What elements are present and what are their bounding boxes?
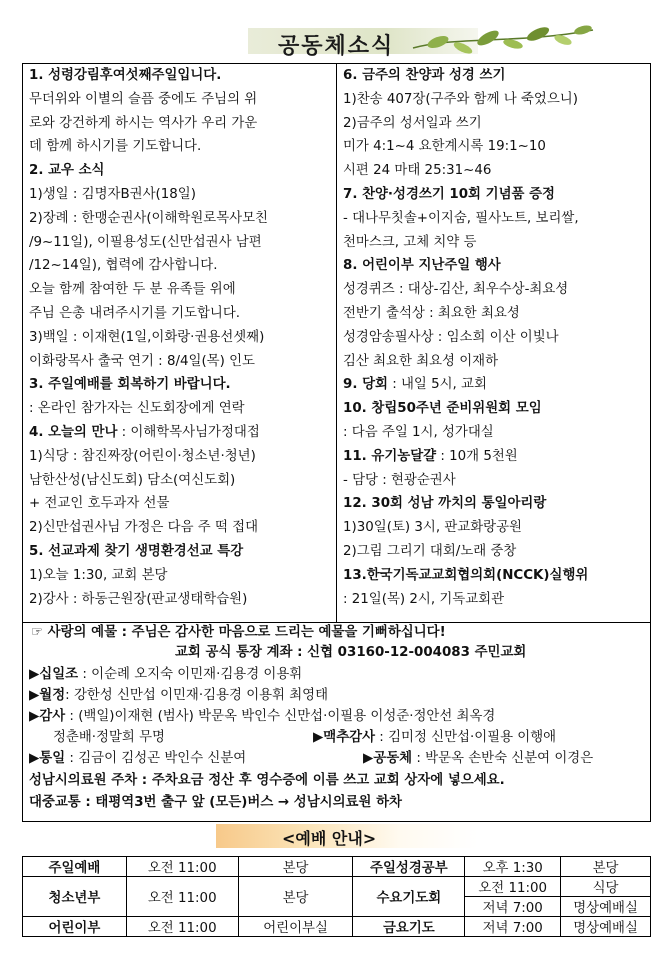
left-news-line: 2)신만섭권사님 가정은 다음 주 떡 접대 [29, 520, 259, 536]
table-cell: 주일성경공부 [353, 857, 465, 877]
page-title: 공동체소식 [278, 34, 395, 59]
right-news-line: : 다음 주일 1시, 성가대실 [343, 425, 494, 440]
table-cell: 오후 1:30 [465, 857, 561, 877]
left-news-line: 로와 강건하게 하시는 역사가 우리 가운 [29, 115, 258, 131]
line-detail: : 10개 5천원 [436, 448, 518, 464]
left-news-line: 1)오늘 1:30, 교회 본당 [29, 567, 168, 583]
left-news-line [29, 424, 260, 442]
offering-notice [22, 622, 651, 822]
leaves-decoration-icon [408, 22, 598, 60]
left-news-line: /9~11일), 이필용성도(신만섭권사 남편 [29, 234, 262, 250]
line-detail: : 내일 5시, 교회 [387, 377, 487, 393]
right-news-line [343, 376, 487, 394]
thanks-names-cont: 정춘배·정말희 무명 [53, 730, 165, 745]
left-news-line: 1. 성령강림후여섯째주일입니다. [29, 68, 222, 83]
right-news-line [343, 448, 518, 466]
right-news-line: : 21일(목) 2시, 기독교회관 [343, 591, 505, 607]
right-column [337, 64, 650, 622]
worship-schedule-table [22, 856, 651, 937]
transit-notice: 대중교통 : 태평역3번 출구 앞 (모든)버스 → 성남시의료원 하차 [29, 795, 402, 810]
table-cell: 명상예배실 [561, 917, 651, 937]
table-cell: 금요기도 [353, 917, 465, 937]
tithe-names: : 이순례 오지숙 이민재·김용경 이용휘 [78, 667, 303, 682]
line-heading: 9. 당회 [343, 377, 388, 393]
left-news-line: 오늘 함께 참여한 두 분 유족들 위에 [29, 282, 236, 298]
right-news-line: 미가 4:1~4 요한계시록 19:1~10 [343, 139, 546, 155]
left-news-line: /12~14일), 협력에 감사합니다. [29, 258, 218, 274]
table-cell: 저녁 7:00 [465, 917, 561, 937]
right-news-line: 전반기 출석상 : 최요한 최요셩 [343, 306, 520, 321]
table-cell: 오전 11:00 [126, 917, 238, 937]
right-news-line: - 담당 : 현광순권사 [343, 472, 456, 488]
left-news-line: 5. 선교과제 찾기 생명환경선교 특강 [29, 544, 244, 559]
table-cell: 청소년부 [23, 877, 127, 917]
left-news-line: 1)식당 : 참진짜장(어린이·청소년·청년) [29, 448, 256, 464]
worship-guide-title [216, 822, 478, 850]
harvest-names: : 김미정 신만섭·이필용 이행애 [375, 730, 557, 745]
left-news-line: 2. 교우 소식 [29, 163, 105, 179]
table-row [23, 877, 651, 897]
thanks-names: : (백일)이재현 (범사) 박문옥 박인수 신만섭·이필용 이성준·정안선 최옥경 [65, 709, 496, 724]
table-cell: 식당 [561, 877, 651, 897]
table-cell: 수요기도회 [353, 877, 465, 917]
right-news-line: 2)그림 그리기 대회/노래 중창 [343, 544, 517, 559]
left-news-line: : 온라인 참가자는 신도회장에게 연락 [29, 401, 245, 417]
offering-heading: ☞ 사랑의 예물 : 주님은 감사한 마음으로 드리는 예물을 기뻐하십니다! [31, 625, 446, 640]
worship-title-text: <예배 안내> [282, 829, 377, 848]
thanks-label: ▶감사 [29, 709, 66, 724]
right-news-line: 성경암송필사상 : 임소희 이산 이빛나 [343, 329, 559, 345]
right-news-line: 시편 24 마태 25:31~46 [343, 163, 492, 179]
line-heading: 4. 오늘의 만나 [29, 425, 118, 440]
parking-notice: 성남시의료원 주차 : 주차요금 정산 후 영수증에 이름 쓰고 교회 상자에 넣으세요. [29, 773, 505, 788]
right-news-line: 7. 찬양·성경쓰기 10회 기념품 증정 [343, 187, 555, 202]
left-news-line: 남한산성(남신도회) 담소(여신도회) [29, 472, 236, 488]
table-cell: 본당 [238, 877, 353, 917]
left-news-line: 데 함께 하시기를 기도합니다. [29, 139, 202, 155]
table-cell: 오전 11:00 [465, 877, 561, 897]
left-news-line: 무더위와 이별의 슬픔 중에도 주님의 위 [29, 91, 258, 107]
table-cell: 어린이부실 [238, 917, 353, 937]
right-news-line: 1)30일(토) 3시, 판교화랑공원 [343, 520, 522, 536]
right-news-line: 12. 30회 성남 까치의 통일아리랑 [343, 496, 547, 512]
bank-account: 교회 공식 통장 계좌 : 신협 03160-12-004083 주민교회 [175, 645, 527, 660]
left-news-line: 1)생일 : 김명자B권사(18일) [29, 187, 196, 202]
title-banner [248, 22, 598, 60]
harvest-line [313, 729, 556, 747]
right-news-line: 1)찬송 407장(구주와 함께 나 죽었으니) [343, 91, 578, 107]
table-cell: 저녁 7:00 [465, 897, 561, 917]
table-cell: 오전 11:00 [126, 857, 238, 877]
right-news-line: - 대나무칫솔+이지숨, 필사노트, 보리쌀, [343, 210, 579, 226]
right-news-line: 8. 어린이부 지난주일 행사 [343, 258, 501, 274]
table-cell: 어린이부 [23, 917, 127, 937]
community-label: ▶공동체 [363, 751, 413, 766]
left-news-line: 2)장례 : 한맹순권사(이해학원로목사모친 [29, 210, 268, 226]
left-news-line: 3. 주일예배를 회복하기 바랍니다. [29, 377, 231, 393]
unification-line [29, 750, 246, 768]
line-detail: : 이해학목사님가정대접 [117, 425, 260, 440]
tithe-line [29, 666, 302, 684]
table-cell: 명상예배실 [561, 897, 651, 917]
left-news-line: + 전교인 호두과자 선물 [29, 496, 170, 512]
right-news-line: 성경퀴즈 : 대상-김산, 최우수상-최요셩 [343, 282, 569, 298]
tithe-label: ▶십일조 [29, 667, 79, 682]
table-cell: 오전 11:00 [126, 877, 238, 917]
left-news-line: 3)백일 : 이재현(1일,이화랑·권용선셋째) [29, 329, 265, 345]
community-names: : 박문옥 손반숙 신분여 이경은 [412, 751, 594, 766]
table-row [23, 917, 651, 937]
monthly-line [29, 687, 328, 705]
right-news-line: 천마스크, 고체 치약 등 [343, 234, 477, 250]
right-news-line: 10. 창립50주년 준비위원회 모임 [343, 401, 542, 417]
harvest-label: ▶맥추감사 [313, 730, 376, 745]
table-row [23, 857, 651, 877]
right-news-line: 2)금주의 성서일과 쓰기 [343, 115, 482, 131]
unification-label: ▶통일 [29, 751, 66, 766]
table-cell: 주일예배 [23, 857, 127, 877]
community-line [363, 750, 593, 768]
left-news-line: 2)강사 : 하동근원장(판교생태학습원) [29, 591, 248, 607]
right-news-line: 김산 최요한 최요셩 이재하 [343, 353, 499, 369]
left-column [23, 64, 337, 622]
unification-names: : 김금이 김성곤 박인수 신분여 [65, 751, 247, 766]
left-news-line: 주님 은총 내려주시기를 기도합니다. [29, 306, 241, 321]
thanks-line [29, 708, 495, 726]
monthly-label: ▶월정 [29, 688, 66, 703]
table-cell: 본당 [561, 857, 651, 877]
right-news-line: 13.한국기독교교회협의회(NCCK)실행위 [343, 567, 589, 583]
news-box [22, 63, 651, 623]
monthly-names: : 강한성 신만섭 이민재·김용경 이용휘 최영태 [65, 688, 329, 703]
table-cell: 본당 [238, 857, 353, 877]
right-news-line: 6. 금주의 찬양과 성경 쓰기 [343, 68, 506, 83]
line-heading: 11. 유기농달걀 [343, 448, 437, 464]
left-news-line: 이화랑목사 출국 연기 : 8/4일(목) 인도 [29, 353, 255, 369]
